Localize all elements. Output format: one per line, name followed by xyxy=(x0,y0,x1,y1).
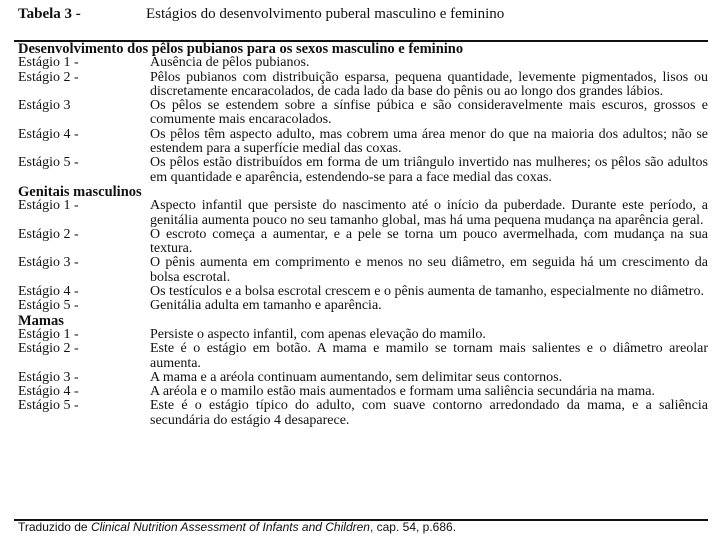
stage-description: Os testículos e a bolsa escrotal crescem e o pênis aumenta de tamanho, especialmente no diâmetro. xyxy=(150,284,704,300)
stage-description: O escroto começa a aumentar, e a pele se torna um pouco avermelhada, com mudança na sua textura. xyxy=(150,226,708,257)
stage-label: Estágio 4 - xyxy=(18,384,79,400)
table-row xyxy=(18,156,708,185)
table-caption: Estágios do desenvolvimento puberal masculino e feminino xyxy=(146,6,505,22)
stage-description: Pêlos pubianos com distribuição esparsa, pequena quantidade, levemente pigmentados, lisos ou discretamente encaracolados, de cada lado da base do pênis ou ao longo dos grandes lábios. xyxy=(150,69,708,99)
table-row xyxy=(18,128,708,157)
stage-description: Este é o estágio típico do adulto, com suave contorno arredondado da mama, e a saliência secundária do estágio 4 desaparece. xyxy=(150,398,708,428)
stage-label: Estágio 1 - xyxy=(18,198,79,214)
stage-label: Estágio 1 - xyxy=(18,326,79,342)
stage-label: Estágio 5 - xyxy=(18,398,79,414)
table-row xyxy=(18,385,708,399)
table-row xyxy=(18,99,708,128)
stage-label: Estágio 3 - xyxy=(18,255,79,271)
stage-label: Estágio 4 - xyxy=(18,284,79,300)
table-row xyxy=(18,56,708,70)
table-row xyxy=(18,299,708,313)
table-row xyxy=(18,342,708,371)
stage-description: Persiste o aspecto infantil, com apenas elevação do mamilo. xyxy=(150,326,486,342)
table-row xyxy=(18,71,708,100)
stage-description: Os pêlos têm aspecto adulto, mas cobrem uma área menor do que na maioria dos adultos; não se estendem para a superfície medial das coxas. xyxy=(150,126,708,157)
stage-label: Estágio 2 - xyxy=(18,226,79,242)
stage-label: Estágio 5 - xyxy=(18,298,79,314)
table-title xyxy=(18,6,708,40)
section-breasts xyxy=(18,314,708,428)
stage-label: Estágio 2 - xyxy=(18,341,79,357)
stage-label: Estágio 5 - xyxy=(18,155,79,171)
table-row xyxy=(18,256,708,285)
stage-label: Estágio 4 - xyxy=(18,126,79,142)
stage-description: Os pêlos estão distribuídos em forma de um triângulo invertido nas mulheres; os pêlos são adultos em quantidade e aparência, estendendo-se para a face medial das coxas. xyxy=(150,155,708,185)
table-row xyxy=(18,228,708,257)
source-prefix: Traduzido de xyxy=(18,520,91,534)
stage-description: Este é o estágio em botão. A mama e mamilo se tornam mais salientes e o diâmetro areolar aumenta. xyxy=(150,341,708,371)
table-row xyxy=(18,285,708,299)
section-heading: Genitais masculinos xyxy=(18,183,142,200)
stage-description: Aspecto infantil que persiste do nascimento até o início da puberdade. Durante este período, a genitália aumenta pouco no seu tamanho global, mas há uma pequena mudança na aparência geral. xyxy=(150,198,708,228)
section-heading: Desenvolvimento dos pêlos pubianos para os sexos masculino e feminino xyxy=(18,41,464,57)
stage-description: A mama e a aréola continuam aumentando, sem delimitar seus contornos. xyxy=(150,369,563,385)
section-male-genitals xyxy=(18,185,708,314)
table-row xyxy=(18,399,708,428)
table-row xyxy=(18,199,708,228)
stage-label: Estágio 3 xyxy=(18,98,71,114)
table-row xyxy=(18,371,708,385)
stage-label: Estágio 1 - xyxy=(18,55,79,71)
source-suffix: , cap. 54, p.686. xyxy=(369,520,457,534)
stage-description: Ausência de pêlos pubianos. xyxy=(150,55,310,71)
section-pubic-hair xyxy=(18,42,708,185)
stage-label: Estágio 2 - xyxy=(18,69,79,85)
table-body xyxy=(18,42,708,428)
table-row xyxy=(18,328,708,342)
table-number: Tabela 3 - xyxy=(18,6,81,22)
stage-description: O pênis aumenta em comprimento e menos no seu diâmetro, em seguida há um crescimento da bolsa escrotal. xyxy=(150,255,708,285)
source-title: Clinical Nutrition Assessment of Infants and Children xyxy=(90,520,370,534)
stage-description: Genitália adulta em tamanho e aparência. xyxy=(150,298,382,314)
stage-description: Os pêlos se estendem sobre a sínfise púbica e são consideravelmente mais escuros, grossos e comumente mais encaracolados. xyxy=(150,98,708,128)
section-heading: Mamas xyxy=(18,312,64,329)
stage-description: A aréola e o mamilo estão mais aumentados e formam uma saliência secundária na mama. xyxy=(150,384,655,400)
source-note xyxy=(18,521,708,533)
stage-label: Estágio 3 - xyxy=(18,369,79,385)
